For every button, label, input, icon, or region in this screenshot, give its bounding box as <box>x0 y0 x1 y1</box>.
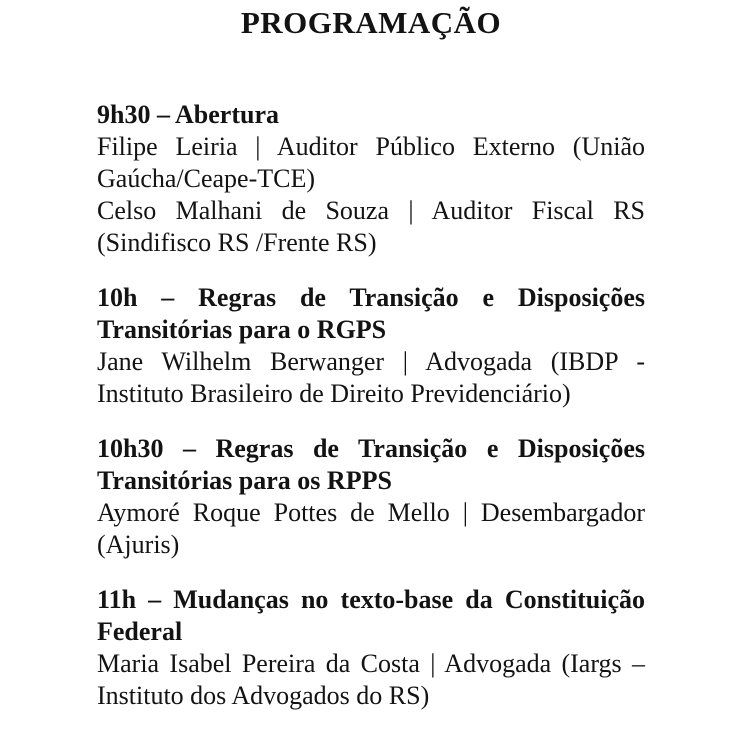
text-line: Instituto Brasileiro de Direito Previdenciário) <box>97 379 571 408</box>
session-heading <box>97 433 645 497</box>
speaker-entry <box>97 131 645 195</box>
speaker-entry <box>97 497 645 561</box>
text-line: (Sindifisco RS /Frente RS) <box>97 228 377 257</box>
session-heading <box>97 99 645 131</box>
text-line: 10h – Regras de Transição e Disposições <box>97 283 645 312</box>
session <box>97 282 645 410</box>
text-line: Jane Wilhelm Berwanger | Advogada (IBDP - <box>97 347 645 376</box>
text-line: Federal <box>97 617 183 646</box>
speaker-entry <box>97 346 645 410</box>
text-line: Maria Isabel Pereira da Costa | Advogada (Iargs – <box>97 649 645 678</box>
speaker-entry <box>97 648 645 712</box>
text-line: Filipe Leiria | Auditor Público Externo (União <box>97 132 645 161</box>
text-line: Celso Malhani de Souza | Auditor Fiscal RS <box>97 196 645 225</box>
speaker-entry <box>97 195 645 259</box>
text-line: (Ajuris) <box>97 530 180 559</box>
session <box>97 584 645 712</box>
text-line: Gaúcha/Ceape-TCE) <box>97 164 316 193</box>
session-heading <box>97 282 645 346</box>
text-line: Aymoré Roque Pottes de Mello | Desembargador <box>97 498 645 527</box>
session-heading <box>97 584 645 648</box>
text-line: 11h – Mudanças no texto-base da Constituição <box>97 585 645 614</box>
text-line: Instituto dos Advogados do RS) <box>97 681 430 710</box>
text-line: 9h30 – Abertura <box>97 100 279 129</box>
text-line: 10h30 – Regras de Transição e Disposições <box>97 434 645 463</box>
text-line: Transitórias para os RPPS <box>97 466 392 495</box>
session <box>97 99 645 259</box>
program-sessions <box>97 99 645 712</box>
session <box>97 433 645 561</box>
text-line: Transitórias para o RGPS <box>97 315 387 344</box>
page-title: PROGRAMAÇÃO <box>240 5 502 40</box>
